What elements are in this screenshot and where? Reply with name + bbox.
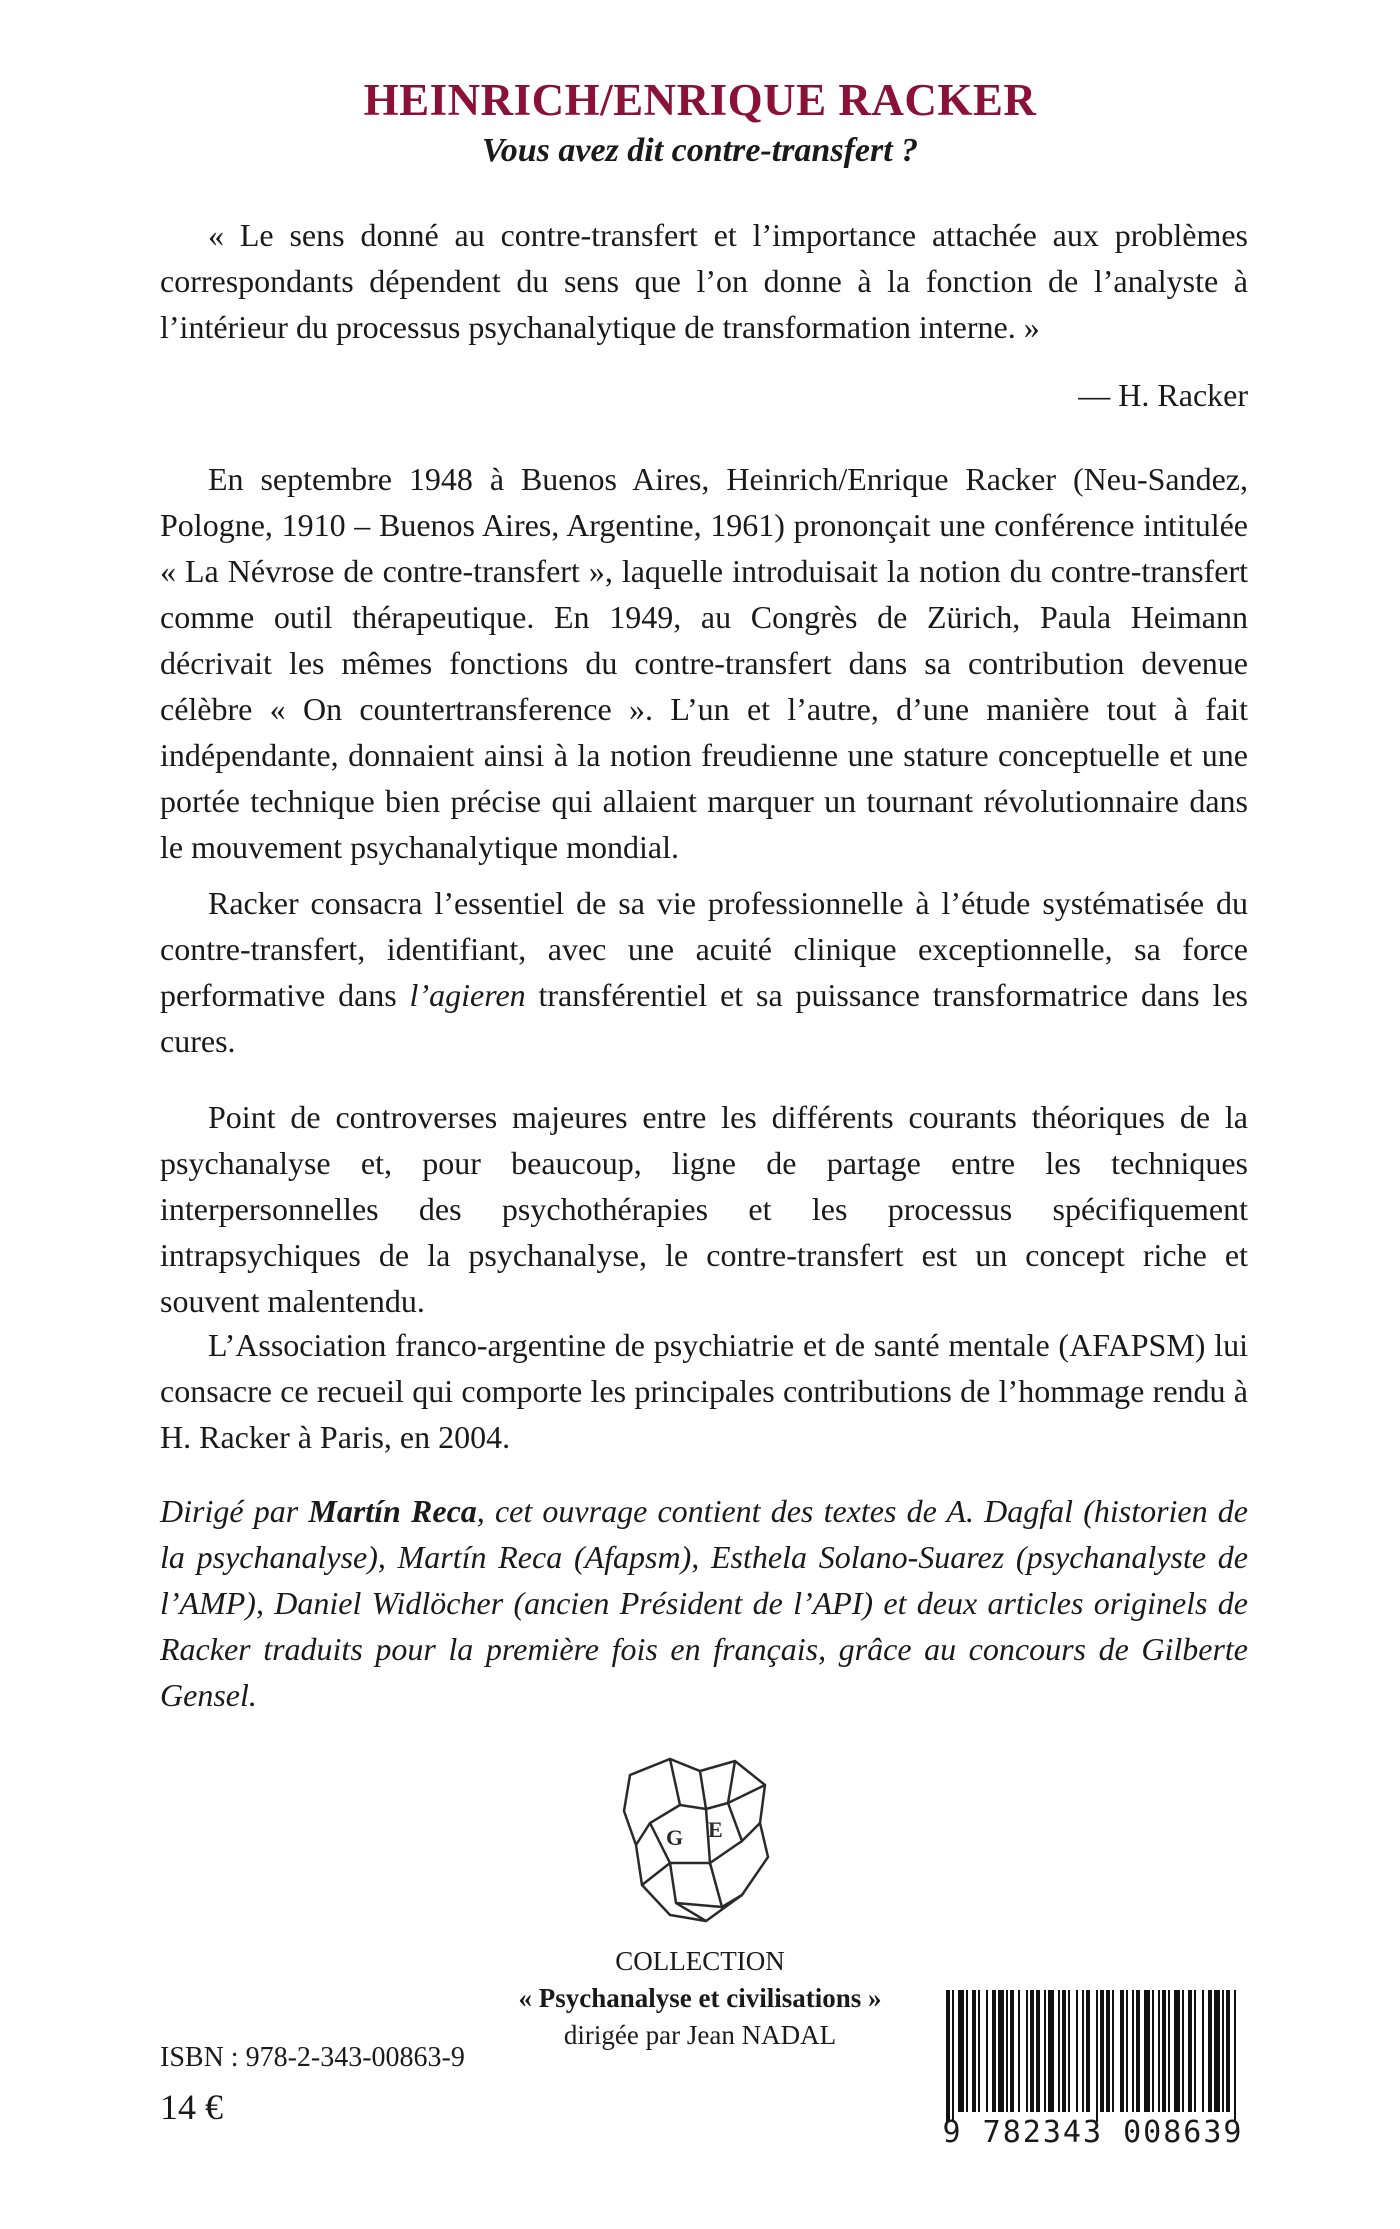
barcode-bar: [1036, 1990, 1040, 2112]
barcode-bar: [1208, 1990, 1212, 2112]
barcode-bar: [1106, 1990, 1110, 2112]
barcode-bar: [1188, 1990, 1192, 2112]
barcode-bar: [986, 1990, 988, 2112]
barcode-bar: [998, 1990, 1004, 2112]
barcode-bar: [1010, 1990, 1014, 2112]
collection-label: COLLECTION: [615, 1946, 785, 1976]
barcode-bar: [1174, 1990, 1180, 2112]
svg-text:E: E: [708, 1817, 723, 1842]
barcode-bar: [1144, 1990, 1150, 2112]
book-subtitle: Vous avez dit contre-transfert ?: [481, 132, 919, 169]
barcode-bar: [1120, 1990, 1124, 2112]
barcode-bar: [1100, 1990, 1104, 2112]
barcode-bar: [1162, 1990, 1166, 2112]
barcode-bar: [1030, 1990, 1034, 2112]
paragraph-2-text-end: transférentiel et sa puissance transformatrice dans les cures.: [160, 977, 1249, 1059]
barcode-bar: [1136, 1990, 1140, 2112]
editor-name: Martín Reca: [308, 1493, 477, 1529]
barcode-bar: [1006, 1990, 1008, 2112]
credits-intro: Dirigé par: [160, 1493, 309, 1529]
barcode-bar: [946, 1990, 950, 2122]
book-title: HEINRICH/ENRIQUE RACKER: [363, 75, 1037, 125]
barcode-bar: [1126, 1990, 1128, 2112]
barcode-bar: [1158, 1990, 1160, 2112]
barcode-bar: [1234, 1990, 1236, 2122]
collection-name: « Psychanalyse et civilisations »: [518, 1983, 882, 2013]
barcode-bar: [1048, 1990, 1054, 2112]
barcode-bar: [1058, 1990, 1060, 2112]
barcode-bar: [1132, 1990, 1134, 2112]
barcode-bar: [1076, 1990, 1078, 2112]
paragraph-2-italic: l’agieren: [409, 977, 526, 1013]
barcode-bar: [1194, 1990, 1196, 2112]
quote-text: « Le sens donné au contre-transfert et l’importance attachée aux problèmes correspondants dépendent du sens que l’on donne à la fonction de l’analyste à l’intérieur du processus psychanalytique de transformation interne. »: [160, 217, 1248, 345]
quote-author: — H. Racker: [1078, 377, 1248, 413]
barcode-bar: [1018, 1990, 1020, 2112]
paragraph-1: En septembre 1948 à Buenos Aires, Heinrich/Enrique Racker (Neu-Sandez, Pologne, 1910 – Buenos Aires, Argentine, 1961) prononçait une conférence intitulée « La Névrose de contre-transfert », laquelle introduisait la notion du contre-transfert comme outil thérapeutique. En 1949, au Congrès de Zürich, Paula Heimann décrivait les mêmes fonctions du contre-transfert dans sa contribution devenue célèbre « On countertransference ». L’un et l’autre, d’une manière tout à fait indépendante, donnaient ainsi à la notion freudienne une stature conceptuelle et une portée technique bien précise qui allaient marquer un tournant révolutionnaire dans le mouvement psychanalytique mondial.: [160, 461, 1248, 865]
barcode-bar: [992, 1990, 996, 2112]
price: 14 €: [160, 2087, 223, 2127]
barcode-bar: [1226, 1990, 1230, 2112]
barcode-bar: [1202, 1990, 1204, 2112]
paragraph-2-text: Racker consacra l’essentiel de sa vie professionnelle à l’étude systématisée du contre-transfert, identifiant, avec une acuité clinique exceptionnelle, sa force performative dans: [160, 885, 1248, 1013]
barcode-bar: [1082, 1990, 1084, 2112]
barcode-bar: [1068, 1990, 1070, 2112]
barcode-bar: [1182, 1990, 1184, 2112]
barcode-bar: [972, 1990, 976, 2112]
barcode-bar: [958, 1990, 964, 2112]
barcode-bar: [1222, 1990, 1224, 2112]
barcode-bar: [1026, 1990, 1028, 2112]
barcode-bar: [966, 1990, 968, 2112]
credits: [160, 1488, 1248, 1718]
isbn: ISBN : 978-2-343-00863-9: [160, 2042, 465, 2073]
barcode-bar: [1152, 1990, 1154, 2112]
barcode-bar: [1168, 1990, 1170, 2112]
barcode-bar: [1214, 1990, 1220, 2112]
paragraph-3: Point de controverses majeures entre les différents courants théoriques de la psychanalyse et, pour beaucoup, ligne de partage entre les techniques interpersonnelles des psychothérapies et les processus spécifiquement intrapsychiques de la psychanalyse, le contre-transfert est un concept riche et souvent malentendu.: [160, 1099, 1248, 1319]
paragraph-2: [160, 880, 1248, 1064]
barcode-bar: [1062, 1990, 1066, 2112]
barcode-bar: [1112, 1990, 1114, 2112]
publisher-logo-icon: [610, 1745, 780, 1935]
paragraph-4: L’Association franco-argentine de psychiatrie et de santé mentale (AFAPSM) lui consacre ce recueil qui comporte les principales contributions de l’hommage rendu à H. Racker à Paris, en 2004.: [160, 1327, 1248, 1455]
collection-director: dirigée par Jean NADAL: [563, 2020, 837, 2050]
barcode-digits: 9 782343 008639: [942, 2115, 1244, 2150]
barcode-bar: [1044, 1990, 1046, 2112]
barcode-bar: [952, 1990, 954, 2122]
credits-text: , cet ouvrage contient des textes de A. Dagfal (historien de la psychanalyse), Martín Reca (Afapsm), Esthela Solano-Suarez (psychanalyste de l’AMP), Daniel Widlöcher (ancien Président de l’API) et deux articles originels de Racker traduits pour la première fois en français, grâce au concours de Gilberte Gensel.: [160, 1493, 1249, 1713]
barcode-bar: [1086, 1990, 1090, 2112]
barcode-bar: [1096, 1990, 1098, 2122]
barcode-bar: [978, 1990, 980, 2112]
svg-text:G: G: [666, 1825, 684, 1850]
